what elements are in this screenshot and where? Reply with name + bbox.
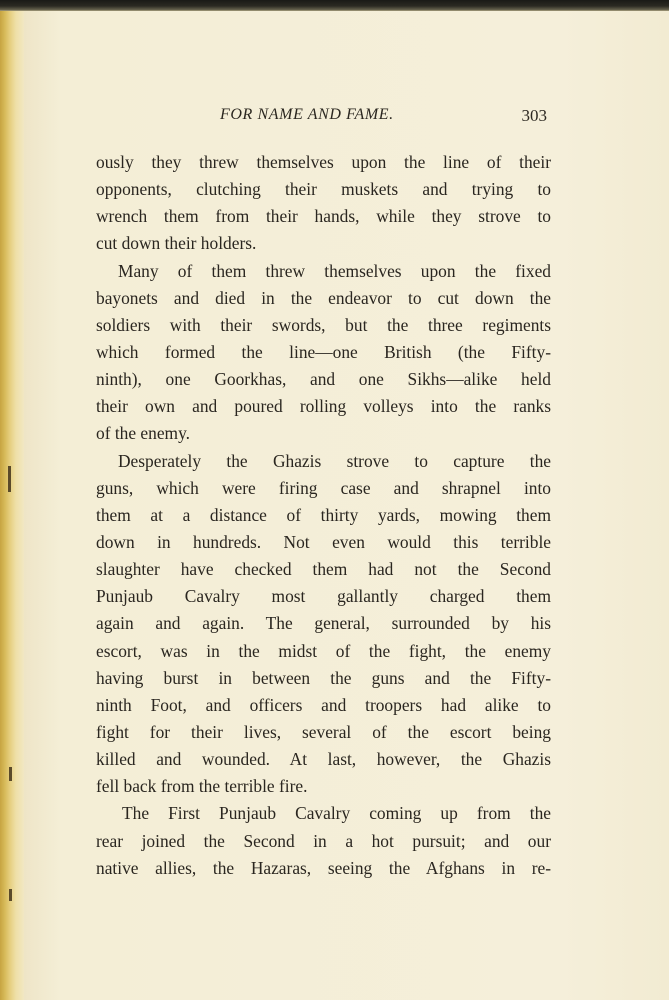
- text-line: killed and wounded. At last, however, the Ghazis: [96, 749, 551, 770]
- text-line: escort, was in the midst of the fight, the enemy: [96, 640, 551, 661]
- text-line: guns, which were firing case and shrapnel into: [96, 477, 551, 498]
- text-line: native allies, the Hazaras, seeing the Afghans in re-: [96, 857, 551, 878]
- text-line: having burst in between the guns and the Fifty-: [96, 667, 551, 688]
- text-line: which formed the line—one British (the Fifty-: [96, 341, 551, 362]
- text-line: Punjaub Cavalry most gallantly charged them: [96, 586, 551, 607]
- text-line: of the enemy.: [96, 423, 191, 444]
- text-line: Desperately the Ghazis strove to capture the: [118, 450, 551, 471]
- book-spine-gutter: [0, 11, 24, 1000]
- page-top-edge: [0, 0, 669, 11]
- text-line: fight for their lives, several of the escort being: [96, 721, 551, 742]
- running-title: FOR NAME AND FAME.: [220, 106, 394, 123]
- text-line: The First Punjaub Cavalry coming up from the: [122, 803, 551, 824]
- text-line: wrench them from their hands, while they strove to: [96, 206, 551, 227]
- text-line: Many of them threw themselves upon the fixed: [118, 260, 551, 281]
- text-line: bayonets and died in the endeavor to cut down the: [96, 287, 551, 308]
- spine-mark: [9, 889, 12, 901]
- text-line: cut down their holders.: [96, 233, 257, 254]
- spine-mark: [9, 767, 12, 781]
- text-line: soldiers with their swords, but the three regiments: [96, 314, 551, 335]
- text-line: ninth), one Goorkhas, and one Sikhs—alike held: [96, 369, 551, 390]
- page-number: 303: [521, 106, 547, 125]
- text-line: fell back from the terrible fire.: [96, 776, 308, 797]
- page-header: [96, 106, 551, 132]
- body-text: [96, 149, 551, 882]
- text-line: them at a distance of thirty yards, mowing them: [96, 504, 551, 525]
- text-line: ously they threw themselves upon the line of their: [96, 152, 551, 172]
- text-line: again and again. The general, surrounded by his: [96, 613, 551, 634]
- text-line: rear joined the Second in a hot pursuit; and our: [96, 830, 551, 851]
- text-line: down in hundreds. Not even would this terrible: [96, 531, 551, 552]
- text-line: their own and poured rolling volleys into the ranks: [96, 396, 551, 417]
- spine-mark: [8, 466, 11, 492]
- text-line: slaughter have checked them had not the Second: [96, 559, 551, 580]
- text-line: ninth Foot, and officers and troopers had alike to: [96, 694, 551, 715]
- text-line: opponents, clutching their muskets and trying to: [96, 179, 551, 200]
